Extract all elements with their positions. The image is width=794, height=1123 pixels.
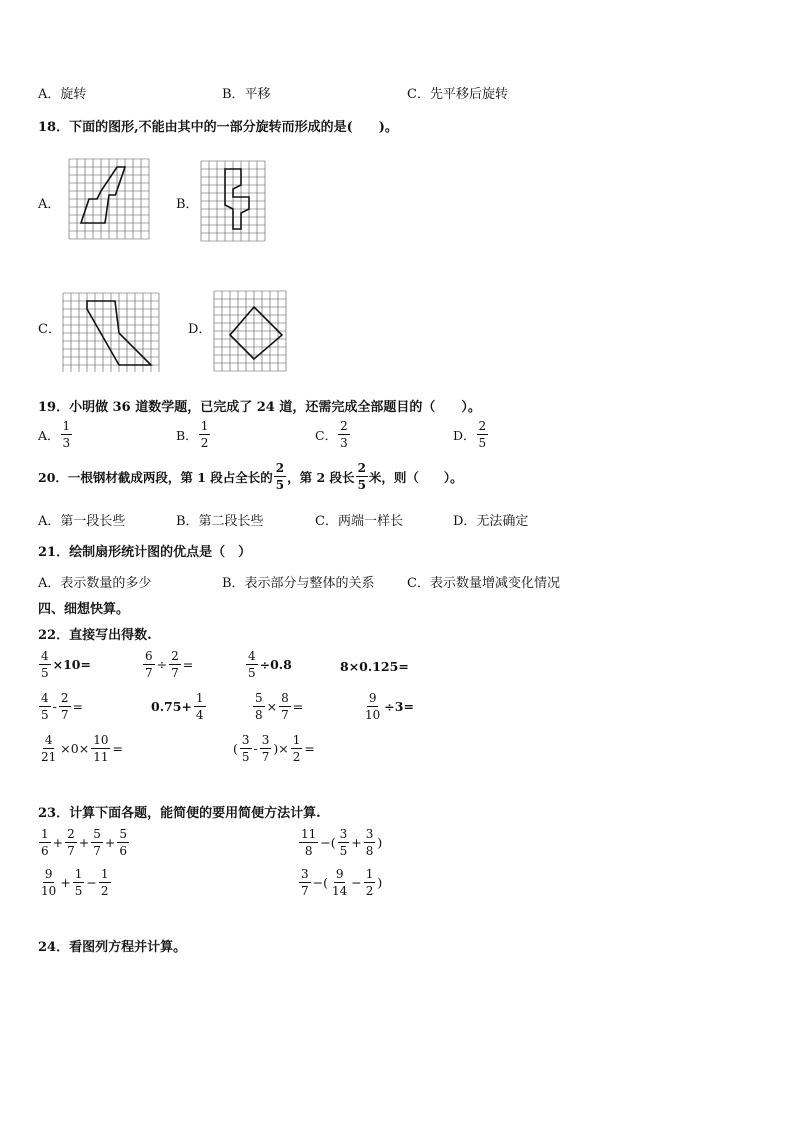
fraction: $\frac{1}{4}$ <box>195 691 204 722</box>
q22-expr-5: $\frac{4}{5}$ - $\frac{2}{7}$ = <box>41 691 83 722</box>
q18-figure-c <box>62 292 160 372</box>
q19-option-b: B． $\frac{1}{2}$ <box>176 419 209 450</box>
q17-option-b: B．平移 <box>222 87 271 102</box>
fraction: $\frac{8}{7}$ <box>281 691 289 722</box>
q20-option-c: C．两端一样长 <box>315 514 403 529</box>
q21-option-a: A．表示数量的多少 <box>38 576 152 591</box>
fraction: $\frac{2}{5}$ <box>357 461 366 492</box>
q22-expr-6: 0.75+ $\frac{1}{4}$ <box>151 691 204 722</box>
fraction: $\frac{10}{11}$ <box>93 733 109 764</box>
fraction: $\frac{2}{3}$ <box>340 419 348 450</box>
fraction: $\frac{2}{7}$ <box>171 649 179 680</box>
fraction: $\frac{5}{8}$ <box>255 691 263 722</box>
fraction: $\frac{9}{10}$ <box>365 691 381 722</box>
fraction: $\frac{5}{7}$ <box>93 827 101 858</box>
fraction: $\frac{9}{10}$ <box>41 867 57 898</box>
q18-label-b: B． <box>176 197 199 212</box>
q21-option-c: C．表示数量增减变化情况 <box>407 576 560 591</box>
q19-option-c: C． $\frac{2}{3}$ <box>315 419 348 450</box>
q23-expr-3: $\frac{9}{10}$ + $\frac{1}{5}$ − $\frac{1}{2}$ <box>41 867 109 898</box>
fraction: $\frac{2}{5}$ <box>275 461 285 492</box>
q21-question: 21．绘制扇形统计图的优点是（ ） <box>38 545 252 560</box>
fraction: $\frac{1}{2}$ <box>100 867 109 898</box>
q20-option-a: A．第一段长些 <box>38 514 126 529</box>
q24-question: 24．看图列方程并计算。 <box>38 940 187 955</box>
q21-option-b: B．表示部分与整体的关系 <box>222 576 375 591</box>
fraction: $\frac{1}{2}$ <box>365 867 374 898</box>
q19-question: 19．小明做 36 道数学题，已完成了 24 道，还需完成全部题目的（ ）。 <box>38 400 481 415</box>
q18-figure-d <box>213 290 289 374</box>
q20-option-d: D．无法确定 <box>453 514 529 529</box>
fraction: $\frac{3}{5}$ <box>241 733 250 764</box>
q22-expr-8: $\frac{9}{10}$ ÷3= <box>365 691 414 722</box>
fraction: $\frac{3}{7}$ <box>261 733 270 764</box>
fraction: $\frac{3}{7}$ <box>301 867 309 898</box>
q22-expr-1: $\frac{4}{5}$ ×10= <box>41 649 91 680</box>
fraction: $\frac{1}{2}$ <box>292 733 301 764</box>
fraction: $\frac{4}{5}$ <box>41 649 49 680</box>
q18-figure-b <box>200 160 272 244</box>
q23-expr-4: $\frac{3}{7}$ −( $\frac{9}{14}$ − $\frac{1}{2}$ ) <box>301 867 383 898</box>
q22-expr-4: 8×0.125= <box>340 659 409 674</box>
fraction: $\frac{3}{5}$ <box>339 827 348 858</box>
fraction: $\frac{2}{5}$ <box>478 419 487 450</box>
q20-option-b: B．第二段长些 <box>176 514 264 529</box>
section-heading: 四、细想快算。 <box>38 602 130 617</box>
q18-label-a: A． <box>38 197 61 212</box>
q18-question: 18．下面的图形,不能由其中的一部分旋转而形成的是( )。 <box>38 120 398 135</box>
fraction: $\frac{3}{8}$ <box>365 827 374 858</box>
fraction: $\frac{9}{14}$ <box>332 867 348 898</box>
q20-question: 20．一根钢材截成两段，第 1 段占全长的 $\frac{2}{5}$ ，第 2 段长 $\frac{2}{5}$ 米，则（ ）。 <box>38 461 463 492</box>
fraction: $\frac{1}{6}$ <box>41 827 49 858</box>
q23-expr-1: $\frac{1}{6}$ + $\frac{2}{7}$ + $\frac{5}{7}$ + $\frac{5}{6}$ <box>41 827 128 858</box>
fraction: $\frac{1}{3}$ <box>62 419 71 450</box>
q18-figure-a <box>68 158 152 242</box>
q18-label-d: D． <box>188 322 212 337</box>
q18-label-c: C． <box>38 322 61 337</box>
fraction: $\frac{5}{6}$ <box>119 827 128 858</box>
q23-question: 23．计算下面各题，能简便的要用简便方法计算. <box>38 806 321 821</box>
q17-option-c: C．先平移后旋转 <box>407 87 508 102</box>
q19-option-d: D． $\frac{2}{5}$ <box>453 419 487 450</box>
fraction: $\frac{4}{5}$ <box>248 649 256 680</box>
fraction: $\frac{2}{7}$ <box>60 691 69 722</box>
fraction: $\frac{6}{7}$ <box>145 649 153 680</box>
q22-expr-9: $\frac{4}{21}$ ×0× $\frac{10}{11}$ = <box>41 733 123 764</box>
fraction: $\frac{1}{5}$ <box>74 867 83 898</box>
fraction: $\frac{4}{21}$ <box>41 733 57 764</box>
q17-option-a: A．旋转 <box>38 87 87 102</box>
q19-option-a: A． $\frac{1}{3}$ <box>38 419 71 450</box>
q22-expr-10: ( $\frac{3}{5}$ - $\frac{3}{7}$ )× $\frac{1}{2}$ = <box>233 733 315 764</box>
fraction: $\frac{4}{5}$ <box>41 691 49 722</box>
figure-outline <box>81 167 125 223</box>
figure-outline <box>225 169 249 229</box>
q22-expr-7: $\frac{5}{8}$ × $\frac{8}{7}$ = <box>255 691 304 722</box>
q22-expr-2: $\frac{6}{7}$ ÷ $\frac{2}{7}$ = <box>145 649 194 680</box>
q22-expr-3: $\frac{4}{5}$ ÷0.8 <box>248 649 292 680</box>
fraction: $\frac{11}{8}$ <box>301 827 317 858</box>
q23-expr-2: $\frac{11}{8}$ −( $\frac{3}{5}$ + $\frac{3}{8}$ ) <box>301 827 383 858</box>
fraction: $\frac{2}{7}$ <box>67 827 75 858</box>
q22-question: 22．直接写出得数. <box>38 628 152 643</box>
fraction: $\frac{1}{2}$ <box>200 419 209 450</box>
